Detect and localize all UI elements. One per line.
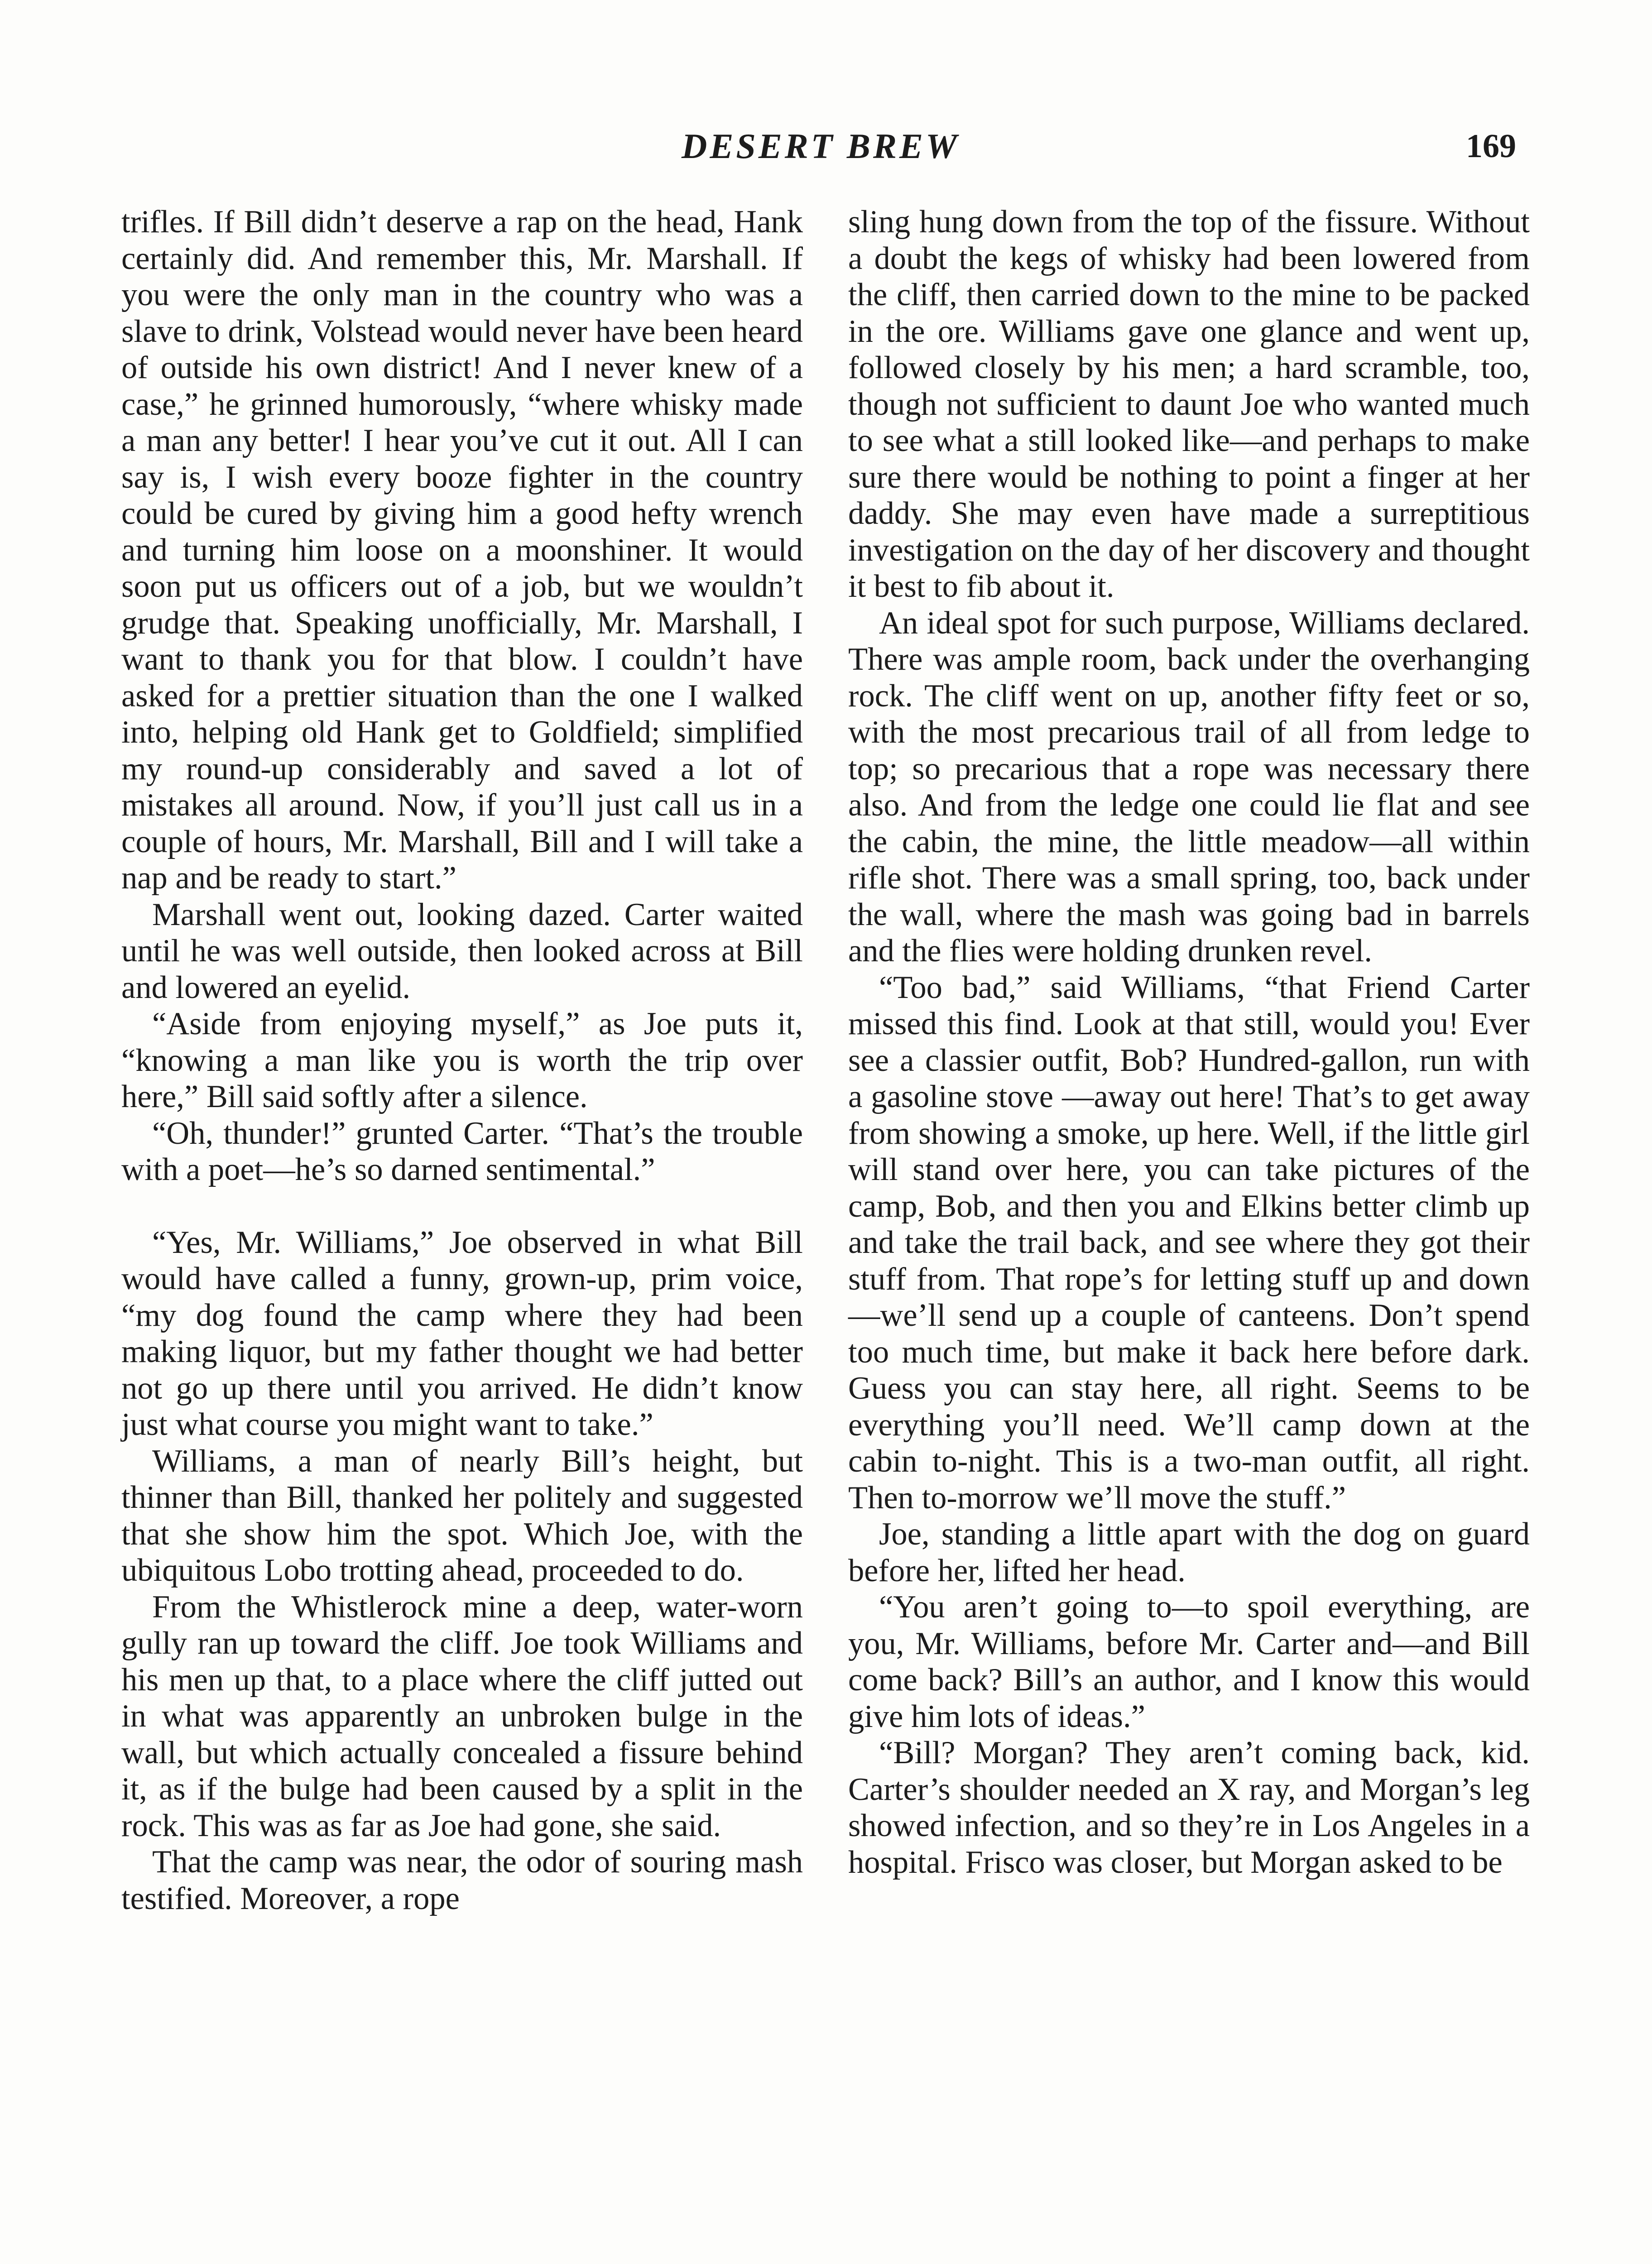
- section-break: [121, 1188, 803, 1224]
- paragraph: Marshall went out, looking dazed. Carter waited until he was well outside, then looked across at Bill and lowered an eyelid.: [121, 897, 803, 1005]
- paragraph: “Bill? Morgan? They aren’t coming back, kid. Carter’s shoulder needed an X ray, and Morgan’s leg showed infection, and so they’re in Los Angeles in a hospital. Frisco was closer, but Morgan asked to be: [848, 1735, 1530, 1880]
- paragraph: “Oh, thunder!” grunted Carter. “That’s the trouble with a poet—he’s so darned sentimental.”: [121, 1115, 803, 1187]
- paragraph: “Yes, Mr. Williams,” Joe observed in what Bill would have called a funny, grown-up, prim voice, “my dog found the camp where they had been making liquor, but my father thought we had better not go up there until you arrived. He didn’t know just what course you might want to take.”: [121, 1224, 803, 1442]
- running-head: [0, 121, 1652, 171]
- paragraph: An ideal spot for such purpose, Williams declared. There was ample room, back under the overhanging rock. The cliff went on up, another fifty feet or so, with the most precarious trail of all from ledge to top; so precarious that a rope was necessary there also. And from the ledge one could lie flat and see the cabin, the mine, the little meadow—all within rifle shot. There was a small spring, too, back under the wall, where the mash was going bad in barrels and the flies were holding drunken revel.: [848, 605, 1530, 969]
- running-title: DESERT BREW: [682, 126, 960, 166]
- paragraph: “Too bad,” said Williams, “that Friend Carter missed this find. Look at that still, would you! Ever see a classier outfit, Bob? Hundred-gallon, run with a gasoline stove —away out here! That’s to get away from showing a smoke, up here. Well, if the little girl will stand over here, you can take pictures of the camp, Bob, and then you and Elkins better climb up and take the trail back, and see where they got their stuff from. That rope’s for letting stuff up and down—we’ll send up a couple of canteens. Don’t spend too much time, but make it back here before dark. Guess you can stay here, all right. Seems to be everything you’ll need. We’ll camp down at the cabin to-night. This is a two-man outfit, all right. Then to-morrow we’ll move the stuff.”: [848, 969, 1530, 1516]
- paragraph: Joe, standing a little apart with the dog on guard before her, lifted her head.: [848, 1516, 1530, 1588]
- paragraph: “Aside from enjoying myself,” as Joe puts it, “knowing a man like you is worth the trip over here,” Bill said softly after a silence.: [121, 1006, 803, 1114]
- paragraph: “You aren’t going to—to spoil everything, are you, Mr. Williams, before Mr. Carter and—and Bill come back? Bill’s an author, and I know this would give him lots of ideas.”: [848, 1589, 1530, 1734]
- paragraph: Williams, a man of nearly Bill’s height, but thinner than Bill, thanked her politely and suggested that she show him the spot. Which Joe, with the ubiquitous Lobo trotting ahead, proceeded to do.: [121, 1443, 803, 1588]
- paragraph: sling hung down from the top of the fissure. Without a doubt the kegs of whisky had been lowered from the cliff, then carried down to the mine to be packed in the ore. Williams gave one glance and went up, followed closely by his men; a hard scramble, too, though not sufficient to daunt Joe who wanted much to see what a still looked like—and perhaps to make sure there would be nothing to point a finger at her daddy. She may even have made a surreptitious investigation on the day of her discovery and thought it best to fib about it.: [848, 204, 1530, 604]
- left-column: [121, 204, 803, 1917]
- paragraph: That the camp was near, the odor of souring mash testified. Moreover, a rope: [121, 1844, 803, 1916]
- paragraph: From the Whistlerock mine a deep, water-worn gully ran up toward the cliff. Joe took Williams and his men up that, to a place where the cliff jutted out in what was apparently an unbroken bulge in the wall, but which actually concealed a fissure behind it, as if the bulge had been caused by a split in the rock. This was as far as Joe had gone, she said.: [121, 1589, 803, 1843]
- paragraph: trifles. If Bill didn’t deserve a rap on the head, Hank certainly did. And remember this, Mr. Marshall. If you were the only man in the country who was a slave to drink, Volstead would never have been heard of outside his own district! And I never knew of a case,” he grinned humorously, “where whisky made a man any better! I hear you’ve cut it out. All I can say is, I wish every booze fighter in the country could be cured by giving him a good hefty wrench and turning him loose on a moonshiner. It would soon put us officers out of a job, but we wouldn’t grudge that. Speaking unofficially, Mr. Marshall, I want to thank you for that blow. I couldn’t have asked for a prettier situation than the one I walked into, helping old Hank get to Goldfield; simplified my round-up considerably and saved a lot of mistakes all around. Now, if you’ll just call us in a couple of hours, Mr. Marshall, Bill and I will take a nap and be ready to start.”: [121, 204, 803, 896]
- right-column: [848, 204, 1530, 1880]
- page-number: 169: [1466, 128, 1516, 165]
